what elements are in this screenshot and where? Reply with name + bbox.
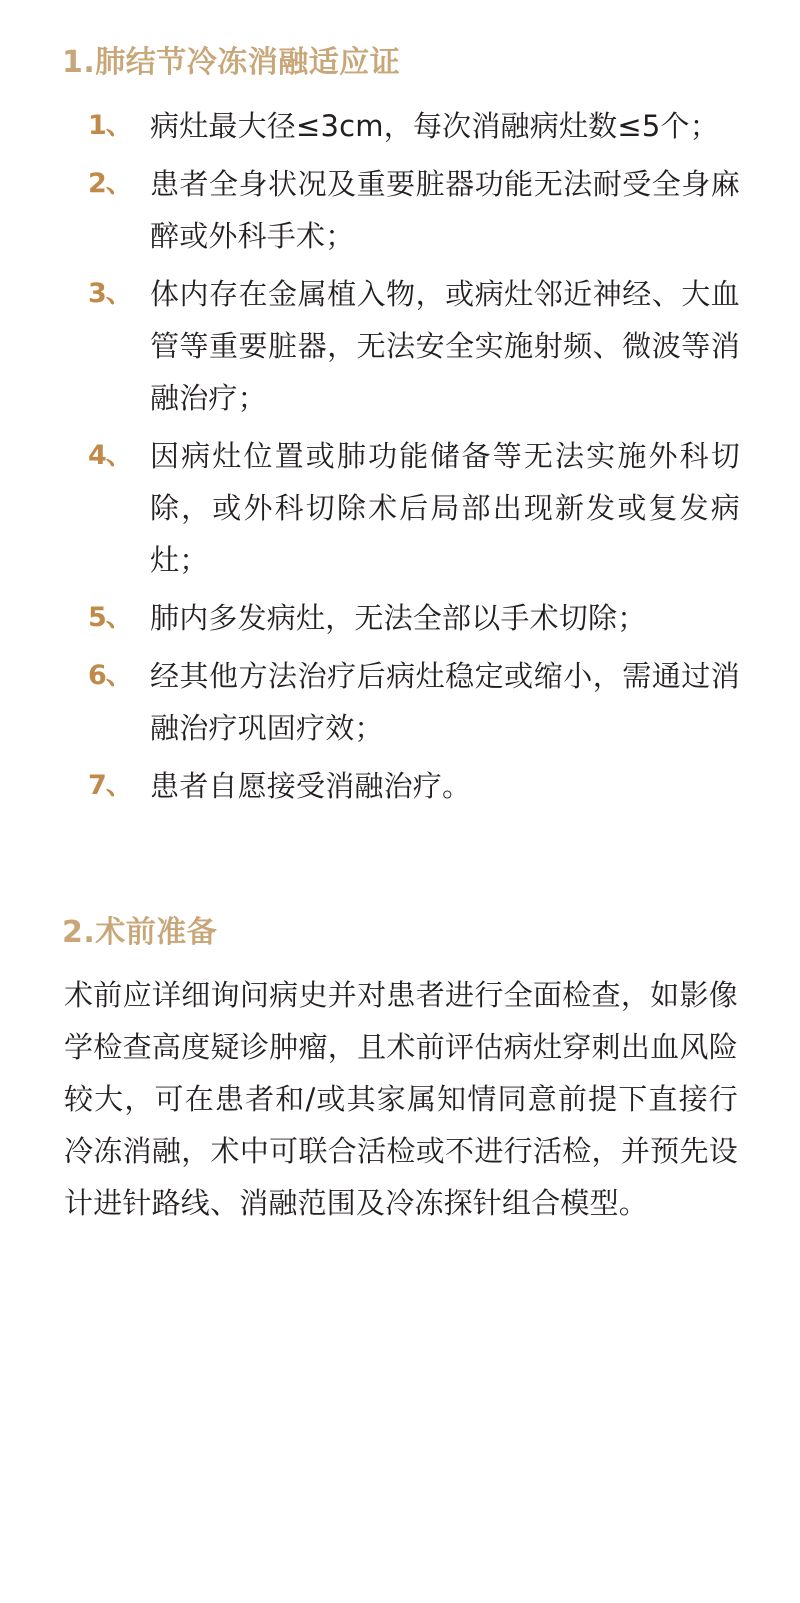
list-item: [88, 268, 740, 424]
list-item-text: 因病灶位置或肺功能储备等无法实施外科切除，或外科切除术后局部出现新发或复发病灶；: [150, 438, 740, 577]
preoperative-paragraph: 术前应详细询问病史并对患者进行全面检查，如影像学检查高度疑诊肿瘤，且术前评估病灶穿刺出血风险较大，可在患者和/或其家属知情同意前提下直接行冷冻消融，术中可联合活检或不进行活检，并预先设计进针路线、消融范围及冷冻探针组合模型。: [64, 978, 738, 1220]
list-item: [88, 592, 740, 644]
list-item: [88, 650, 740, 754]
list-item-marker: 3、: [88, 277, 132, 309]
list-item: [88, 100, 740, 152]
list-item-marker: 1、: [88, 109, 132, 141]
list-item-text: 体内存在金属植入物，或病灶邻近神经、大血管等重要脏器，无法安全实施射频、微波等消融治疗；: [150, 276, 740, 415]
list-item-text: 患者全身状况及重要脏器功能无法耐受全身麻醉或外科手术；: [150, 166, 740, 253]
list-item-marker: 5、: [88, 601, 132, 633]
list-item-marker: 4、: [88, 439, 132, 471]
list-item-marker: 7、: [88, 769, 132, 801]
list-item-text: 患者自愿接受消融治疗。: [150, 768, 472, 803]
section-heading-preoperative: 2.术前准备: [62, 914, 218, 950]
list-item-marker: 6、: [88, 659, 132, 691]
list-item: [88, 430, 740, 586]
section-spacer: [60, 818, 740, 914]
list-item-text: 经其他方法治疗后病灶稳定或缩小，需通过消融治疗巩固疗效；: [150, 658, 740, 745]
list-item: [88, 760, 740, 812]
list-item: [88, 158, 740, 262]
list-item-text: 肺内多发病灶，无法全部以手术切除；: [150, 600, 647, 635]
list-item-text: 病灶最大径≤3cm，每次消融病灶数≤5个；: [150, 108, 719, 143]
indications-list: [60, 100, 740, 812]
list-item-marker: 2、: [88, 167, 132, 199]
section-heading-indications: 1.肺结节冷冻消融适应证: [62, 45, 401, 80]
